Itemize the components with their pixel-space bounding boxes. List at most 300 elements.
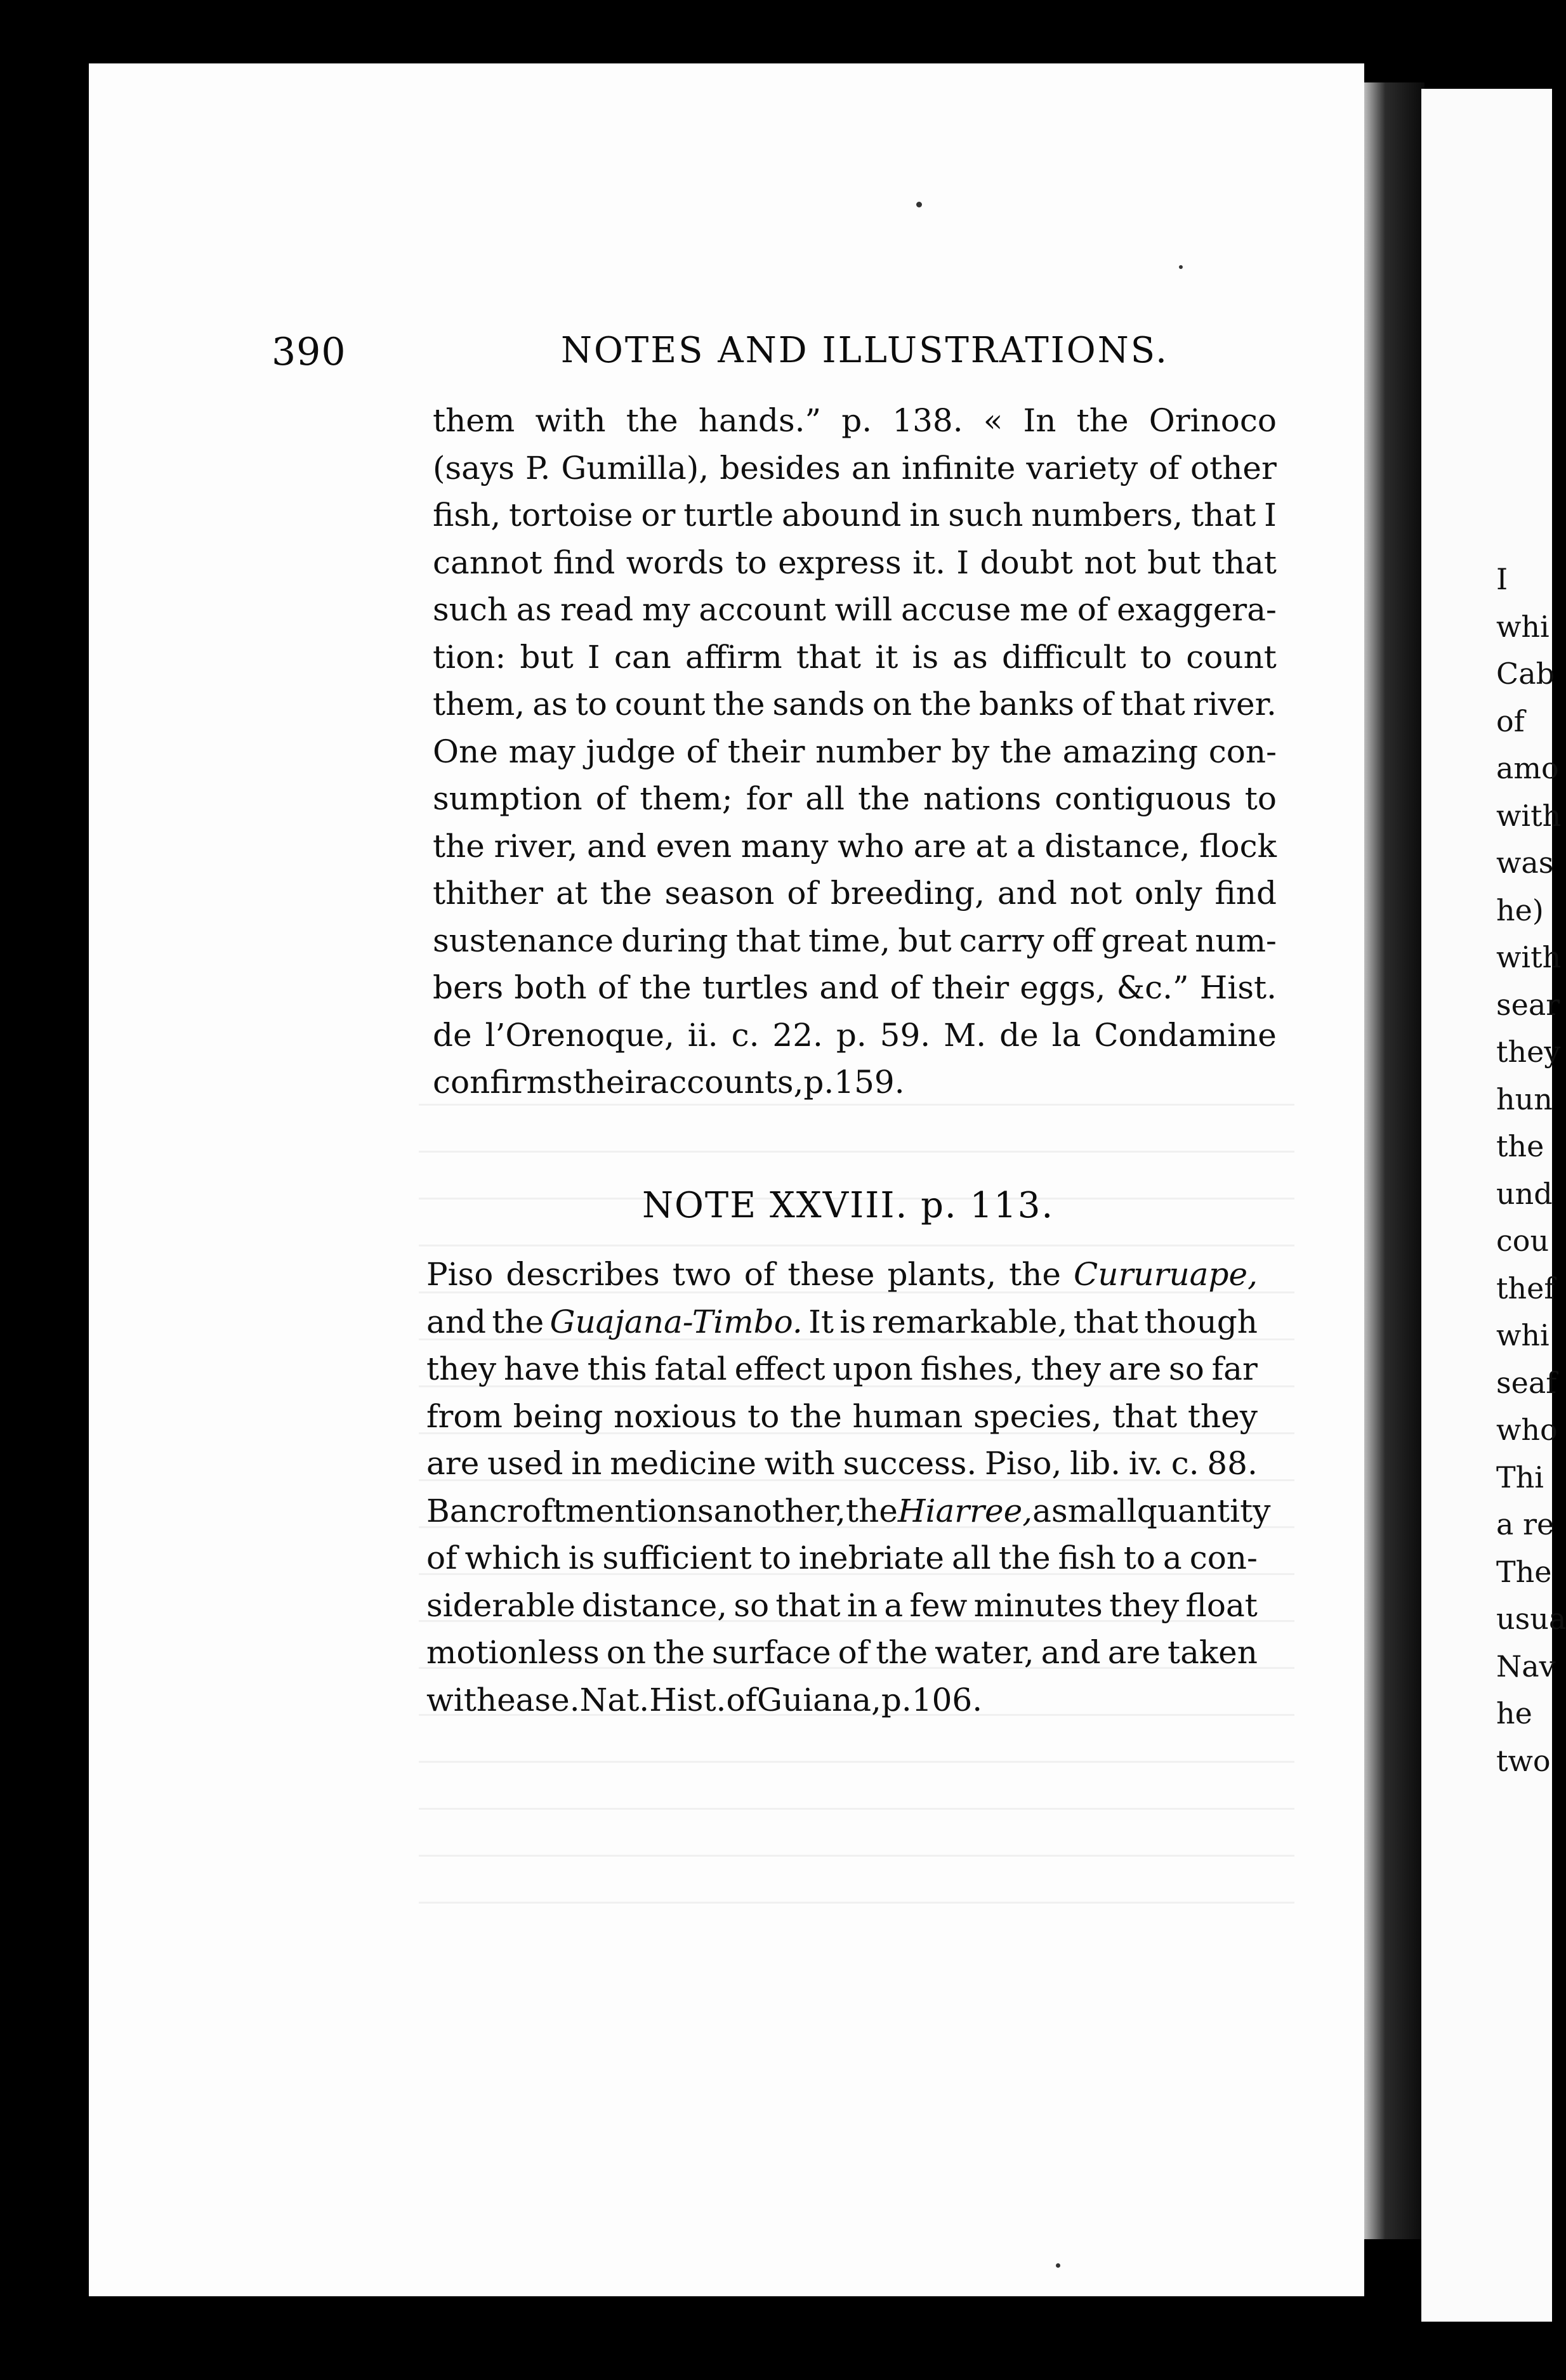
word: they [1109, 1586, 1180, 1624]
word: is [568, 1540, 595, 1577]
word: and [1041, 1634, 1101, 1671]
word: the [858, 780, 910, 818]
text-line [426, 1629, 1258, 1677]
word: « [983, 402, 1003, 440]
word: besides [720, 449, 841, 487]
word: of [1077, 591, 1109, 629]
word: cannot [433, 544, 543, 581]
word: not [1069, 875, 1122, 912]
ink-speck [916, 202, 922, 207]
running-head: NOTES AND ILLUSTRATIONS. [561, 330, 1169, 371]
word: the [998, 1540, 1051, 1577]
word: effect [734, 1350, 826, 1388]
word: them; [640, 780, 733, 818]
word: medicine [610, 1445, 757, 1482]
paragraph-note-xxviii [426, 1251, 1271, 1723]
word: con- [1189, 1540, 1258, 1577]
text-line [426, 1534, 1258, 1582]
word: Bancroft [426, 1492, 566, 1529]
text-line [433, 1059, 1277, 1106]
text-line [433, 681, 1277, 728]
word: variety [1026, 449, 1138, 487]
word: to [575, 686, 607, 723]
word: that [796, 638, 862, 676]
word: time, [808, 922, 891, 959]
word: me [1020, 591, 1069, 629]
word: and [587, 827, 647, 865]
word: other [1190, 449, 1277, 487]
word: the [433, 827, 485, 865]
word: off [1051, 922, 1094, 959]
word: float [1185, 1586, 1258, 1624]
word: to [735, 544, 767, 581]
word: with [426, 1681, 497, 1718]
word: river. [1192, 686, 1277, 723]
facing-page-line: I [1496, 562, 1508, 596]
word: surface [711, 1634, 831, 1671]
word: are [426, 1445, 480, 1482]
word: from [426, 1397, 503, 1435]
word: breeding, [830, 875, 985, 912]
text-line [426, 1677, 1258, 1724]
word: a [1032, 1492, 1051, 1529]
note-heading: NOTE XXVIII. p. 113. [642, 1185, 1055, 1226]
word: amazing [1062, 733, 1199, 770]
word: fish [1058, 1540, 1116, 1577]
word: ii. [687, 1016, 718, 1054]
word: taken [1167, 1634, 1258, 1671]
word: that [1073, 1303, 1138, 1340]
facing-page-line: was [1496, 846, 1554, 880]
word: 138. [892, 402, 963, 440]
word: carry [959, 922, 1044, 959]
word: great [1101, 922, 1188, 959]
word: of [787, 875, 818, 912]
facing-page-line: cou [1496, 1224, 1550, 1258]
facing-page-line: whi [1496, 609, 1550, 644]
word: to [1123, 1540, 1155, 1577]
facing-page-line: they [1496, 1035, 1561, 1069]
word: Piso [426, 1256, 494, 1293]
word: flock [1199, 827, 1277, 865]
word: the [1076, 402, 1129, 440]
word: distance, [581, 1586, 728, 1624]
word: I [1264, 497, 1277, 534]
word: 88. [1207, 1445, 1258, 1482]
word: with [764, 1445, 835, 1482]
word: or [641, 497, 676, 534]
facing-page-line: he [1496, 1696, 1532, 1730]
text-line [433, 539, 1277, 587]
word: motionless [426, 1634, 600, 1671]
word: is [839, 1303, 866, 1340]
word: difficult [1001, 638, 1126, 676]
word: but [520, 638, 574, 676]
word: though [1144, 1303, 1258, 1340]
word: being [513, 1397, 603, 1435]
word: exaggera- [1117, 591, 1277, 629]
word: contiguous [1055, 780, 1232, 818]
word: even [655, 827, 732, 865]
word: may [508, 733, 576, 770]
word: (says [433, 449, 515, 487]
word: 106. [911, 1681, 983, 1718]
word: Guajana-Timbo. [549, 1303, 803, 1340]
word: It [808, 1303, 834, 1340]
word: confirms [433, 1064, 573, 1101]
word: small [1051, 1492, 1137, 1529]
word: accounts, [650, 1064, 804, 1101]
word: ease. [497, 1681, 580, 1718]
word: a [1162, 1540, 1182, 1577]
word: not [1084, 544, 1136, 581]
word: as [516, 591, 552, 629]
word: fatal [654, 1350, 727, 1388]
paragraph-note-continued [433, 397, 1277, 1106]
word: quantity [1136, 1492, 1271, 1529]
word: p. [836, 1016, 867, 1054]
word: turtle [683, 497, 774, 534]
word: both [514, 969, 587, 1007]
word: M. [944, 1016, 987, 1054]
word: of [597, 969, 629, 1007]
word: and [426, 1303, 487, 1340]
facing-page-line: with [1496, 940, 1562, 974]
word: distance, [1044, 827, 1190, 865]
word: it [875, 638, 898, 676]
word: con- [1208, 733, 1277, 770]
word: of [426, 1540, 457, 1577]
word: as [532, 686, 568, 723]
word: account [699, 591, 826, 629]
word: count [1186, 638, 1277, 676]
text-line [433, 492, 1277, 539]
word: with [535, 402, 606, 440]
facing-page-line: Cab [1496, 657, 1555, 691]
word: the [1009, 1256, 1062, 1293]
word: find [553, 544, 615, 581]
facing-page-line: Nav [1496, 1649, 1556, 1684]
word: the [1000, 733, 1052, 770]
word: the [845, 1492, 898, 1529]
word: to [759, 1540, 791, 1577]
word: iv. [1128, 1445, 1163, 1482]
word: many [740, 827, 829, 865]
facing-page-line: who [1496, 1413, 1558, 1447]
word: their [572, 1064, 650, 1101]
text-line [433, 917, 1277, 965]
word: c. [1171, 1445, 1199, 1482]
word: their [931, 969, 1010, 1007]
book-gutter [1364, 82, 1425, 2239]
word: Gumilla), [561, 449, 709, 487]
word: far [1211, 1350, 1258, 1388]
facing-page-line: a re [1496, 1507, 1555, 1541]
word: they [426, 1350, 497, 1388]
text-line [433, 634, 1277, 681]
word: banks [979, 686, 1075, 723]
word: a [884, 1586, 904, 1624]
text-line [426, 1488, 1271, 1535]
word: infinite [901, 449, 1016, 487]
facing-page-line: seaf [1496, 1365, 1557, 1400]
word: during [621, 922, 728, 959]
word: few [909, 1586, 968, 1624]
text-line [433, 1012, 1277, 1059]
text-line [426, 1393, 1258, 1441]
facing-page-line: whi [1496, 1318, 1550, 1352]
word: judge [586, 733, 676, 770]
ink-speck [1179, 265, 1183, 269]
word: are [913, 827, 966, 865]
word: p. [841, 402, 872, 440]
word: and [997, 875, 1057, 912]
word: who [838, 827, 905, 865]
word: the [919, 686, 972, 723]
word: turtles [702, 969, 809, 1007]
text-line [433, 823, 1277, 870]
word: that [1120, 686, 1185, 723]
word: noxious [614, 1397, 737, 1435]
facing-page-line: the [1496, 1129, 1544, 1163]
word: can [614, 638, 671, 676]
word: affirm [685, 638, 782, 676]
word: Hist. [649, 1681, 727, 1718]
word: the [653, 1634, 705, 1671]
word: count [614, 686, 706, 723]
word: that [775, 1586, 841, 1624]
word: the [876, 1634, 928, 1671]
word: plants, [887, 1256, 997, 1293]
word: Hist. [1199, 969, 1277, 1007]
word: two [672, 1256, 732, 1293]
word: read [560, 591, 634, 629]
word: inebriate [798, 1540, 944, 1577]
word: species, [973, 1397, 1102, 1435]
word: season [664, 875, 775, 912]
word: 159. [834, 1064, 905, 1101]
word: Condamine [1094, 1016, 1277, 1054]
word: of [890, 969, 921, 1007]
word: to [1244, 780, 1277, 818]
word: so [1169, 1350, 1204, 1388]
text-line [433, 397, 1277, 445]
word: they [1187, 1397, 1258, 1435]
word: Guiana, [757, 1681, 881, 1718]
word: river, [494, 827, 578, 865]
word: water, [935, 1634, 1034, 1671]
text-line [426, 1345, 1258, 1393]
word: an [851, 449, 891, 487]
word: is [912, 638, 939, 676]
word: Nat. [579, 1681, 650, 1718]
word: number [815, 733, 941, 770]
word: the [713, 686, 765, 723]
word: describes [506, 1256, 660, 1293]
facing-page-line: hun [1496, 1082, 1553, 1116]
word: have [504, 1350, 580, 1388]
word: de [433, 1016, 472, 1054]
word: eggs, [1020, 969, 1106, 1007]
word: &c.” [1116, 969, 1189, 1007]
word: l’Orenoque, [485, 1016, 674, 1054]
text-line [426, 1251, 1258, 1298]
word: Hiarree, [897, 1492, 1033, 1529]
word: such [433, 591, 508, 629]
word: tortoise [508, 497, 633, 534]
word: find [1214, 875, 1277, 912]
text-line [426, 1298, 1258, 1346]
text-line [426, 1582, 1258, 1630]
word: but [898, 922, 952, 959]
word: doubt [980, 544, 1073, 581]
word: de [999, 1016, 1039, 1054]
word: of [726, 1681, 758, 1718]
word: siderable [426, 1586, 576, 1624]
facing-page-line: he) [1496, 893, 1544, 927]
word: hands.” [698, 402, 822, 440]
word: la [1051, 1016, 1081, 1054]
word: of [838, 1634, 869, 1671]
word: sumption [433, 780, 582, 818]
word: for [746, 780, 793, 818]
word: minutes [973, 1586, 1103, 1624]
word: lib. [1070, 1445, 1121, 1482]
word: my [642, 591, 690, 629]
word: c. [731, 1016, 760, 1054]
word: express [778, 544, 902, 581]
word: the [789, 1397, 842, 1435]
word: by [951, 733, 990, 770]
word: that [735, 922, 801, 959]
word: will [834, 591, 893, 629]
text-line [433, 964, 1277, 1012]
word: I [956, 544, 970, 581]
word: this [587, 1350, 647, 1388]
word: that [1112, 1397, 1178, 1435]
facing-page-line: of [1496, 703, 1525, 738]
word: only [1135, 875, 1202, 912]
word: the [492, 1303, 544, 1340]
word: and [819, 969, 879, 1007]
word: Cururuape, [1074, 1256, 1258, 1293]
word: it. [912, 544, 946, 581]
word: such [948, 497, 1023, 534]
word: p. [881, 1681, 912, 1718]
word: at [555, 875, 588, 912]
facing-page-line: amo [1496, 751, 1559, 785]
word: they [1030, 1350, 1102, 1388]
word: the [626, 402, 678, 440]
text-line [433, 445, 1277, 492]
word: I [587, 638, 600, 676]
word: tion: [433, 638, 506, 676]
word: as [952, 638, 988, 676]
facing-page-line: sear [1496, 987, 1560, 1022]
word: a [1016, 827, 1036, 865]
word: but [1147, 544, 1201, 581]
facing-page-line: two [1496, 1743, 1551, 1778]
word: fish, [433, 497, 501, 534]
facing-page [1421, 89, 1566, 2322]
word: another, [713, 1492, 846, 1529]
text-line [433, 728, 1277, 776]
text-line [433, 775, 1277, 823]
ink-speck [1056, 2263, 1060, 2268]
word: thither [433, 875, 544, 912]
word: these [787, 1256, 875, 1293]
word: are [1108, 1350, 1162, 1388]
word: of [1082, 686, 1113, 723]
word: Piso, [985, 1445, 1062, 1482]
word: num- [1195, 922, 1277, 959]
word: in [909, 497, 940, 534]
word: them [433, 402, 515, 440]
word: In [1023, 402, 1056, 440]
word: their [727, 733, 805, 770]
text-line [433, 870, 1277, 917]
word: Orinoco [1148, 402, 1277, 440]
word: accuse [901, 591, 1011, 629]
facing-page-line: und [1496, 1176, 1553, 1211]
word: of [1148, 449, 1180, 487]
word: all [951, 1540, 991, 1577]
facing-page-line: Thi [1496, 1460, 1544, 1494]
word: the [639, 969, 692, 1007]
word: that [1211, 544, 1277, 581]
word: sufficient [602, 1540, 752, 1577]
word: success. [843, 1445, 977, 1482]
word: in [571, 1445, 602, 1482]
word: at [975, 827, 1008, 865]
word: the [600, 875, 652, 912]
word: of [686, 733, 718, 770]
facing-page-line: usua [1496, 1602, 1566, 1636]
word: to [747, 1397, 780, 1435]
word: are [1107, 1634, 1161, 1671]
word: abound [782, 497, 902, 534]
word: in [846, 1586, 878, 1624]
word: sustenance [433, 922, 614, 959]
word: fishes, [920, 1350, 1024, 1388]
word: One [433, 733, 498, 770]
text-line [433, 586, 1277, 634]
word: 59. [879, 1016, 931, 1054]
facing-page-line: thef [1496, 1271, 1555, 1305]
word: which [464, 1540, 561, 1577]
word: upon [832, 1350, 913, 1388]
word: p. [803, 1064, 834, 1101]
word: of [744, 1256, 775, 1293]
word: used [487, 1445, 563, 1482]
word: to [1140, 638, 1173, 676]
word: of [595, 780, 627, 818]
word: numbers, [1031, 497, 1183, 534]
page-number: 390 [272, 330, 346, 374]
word: words [626, 544, 725, 581]
text-line [426, 1440, 1258, 1488]
word: 22. [772, 1016, 823, 1054]
word: all [805, 780, 845, 818]
word: nations [923, 780, 1042, 818]
word: sands [772, 686, 865, 723]
word: them, [433, 686, 525, 723]
word: so [734, 1586, 770, 1624]
word: on [872, 686, 912, 723]
word: human [852, 1397, 963, 1435]
word: on [606, 1634, 647, 1671]
facing-page-line: with [1496, 798, 1562, 833]
